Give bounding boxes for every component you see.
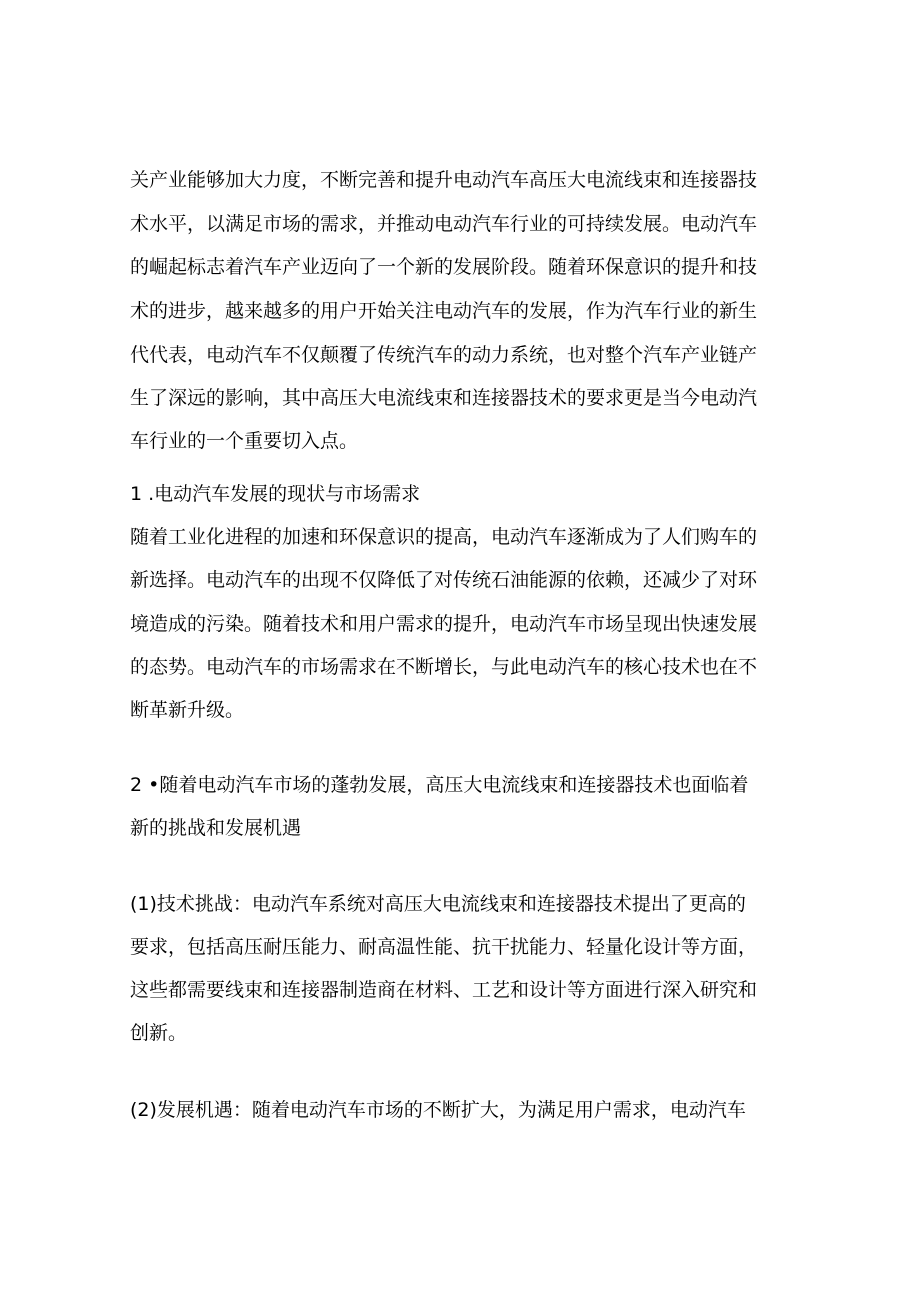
text-line: 生了深远的影响，其中高压大电流线束和连接器技术的要求更是当今电动汽: [130, 387, 758, 409]
text-line: 关产业能够加大力度，不断完善和提升电动汽车高压大电流线束和连接器技: [130, 169, 758, 191]
text-line: 这些都需要线束和连接器制造商在材料、工艺和设计等方面进行深入研究和: [130, 979, 758, 1001]
text-line: 代代表，电动汽车不仅颠覆了传统汽车的动力系统，也对整个汽车产业链产: [130, 344, 758, 366]
text-line: 要求，包括高压耐压能力、耐高温性能、抗干扰能力、轻量化设计等方面，: [130, 936, 758, 958]
section-heading: 新的挑战和发展机遇: [130, 817, 302, 839]
text-line: 的态势。电动汽车的市场需求在不断增长，与此电动汽车的核心技术也在不: [130, 656, 758, 678]
text-line: 术的进步，越来越多的用户开始关注电动汽车的发展，作为汽车行业的新生: [130, 300, 758, 322]
section-heading: 1 .电动汽车发展的现状与市场需求: [130, 483, 421, 505]
section-heading: 2 •随着电动汽车市场的蓬勃发展，高压大电流线束和连接器技术也面临着: [130, 774, 749, 796]
text-line: 境造成的污染。随着技术和用户需求的提升，电动汽车市场呈现出快速发展: [130, 613, 758, 635]
text-line: 术水平，以满足市场的需求，并推动电动汽车行业的可持续发展。电动汽车: [130, 213, 758, 235]
text-line: 的崛起标志着汽车产业迈向了一个新的发展阶段。随着环保意识的提升和技: [130, 256, 758, 278]
text-line: 随着工业化进程的加速和环保意识的提高，电动汽车逐渐成为了人们购车的: [130, 526, 758, 548]
text-line: (1)技术挑战：电动汽车系统对高压大电流线束和连接器技术提出了更高的: [130, 893, 746, 915]
text-line: 新选择。电动汽车的出现不仅降低了对传统石油能源的依赖，还减少了对环: [130, 569, 758, 591]
text-line: 车行业的一个重要切入点。: [130, 430, 359, 452]
text-line: (2)发展机遇：随着电动汽车市场的不断扩大，为满足用户需求，电动汽车: [130, 1099, 746, 1121]
text-line: 断革新升级。: [130, 699, 245, 721]
text-line: 创新。: [130, 1022, 188, 1044]
